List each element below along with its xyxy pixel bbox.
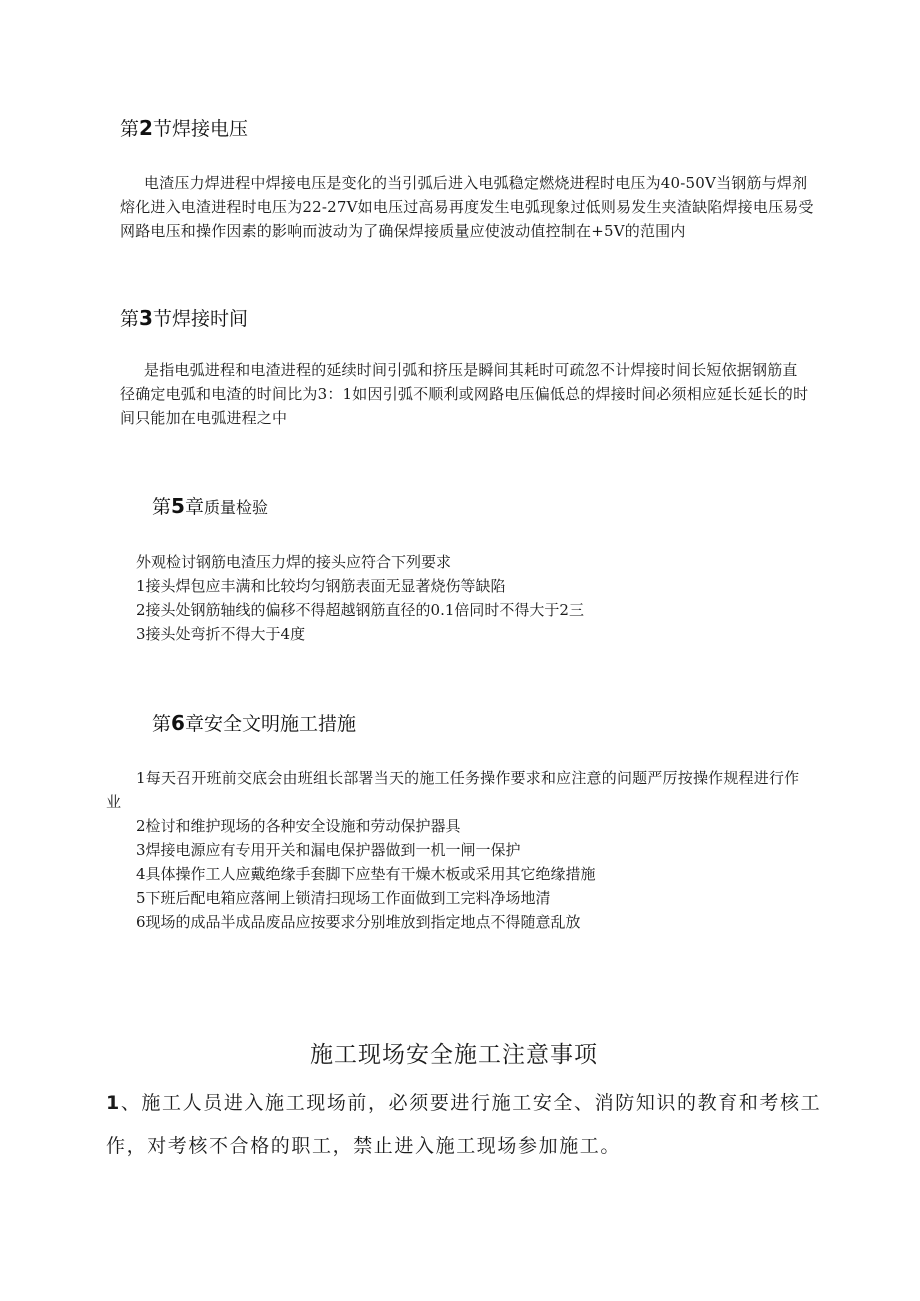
section-2-line-2: 熔化进入电渣进程时电压为22-27V如电压过高易再度发生电弧现象过低则易发生夹渣缺陷焊接电压易受 — [120, 198, 814, 216]
chapter-6-item-1-line-2: 业 — [106, 793, 122, 811]
chapter-5-line-1: 外观检讨钢筋电渣压力焊的接头应符合下列要求 — [136, 553, 452, 571]
heading-number: 5 — [171, 494, 185, 518]
chapter-5-line-4: 3接头处弯折不得大于4度 — [136, 625, 306, 643]
chapter-5-heading — [152, 492, 268, 519]
chapter-6-item-4: 4具体操作工人应戴绝缘手套脚下应垫有干燥木板或采用其它绝缘措施 — [136, 865, 596, 883]
notice-item-1-line-2: 作，对考核不合格的职工，禁止进入施工现场参加施工。 — [106, 1135, 622, 1157]
section-2-line-3: 网路电压和操作因素的影响而波动为了确保焊接质量应使波动值控制在+5V的范围内 — [120, 222, 686, 240]
chapter-6-item-2: 2检讨和维护现场的各种安全设施和劳动保护器具 — [136, 817, 461, 835]
heading-text: 章安全文明施工措施 — [184, 713, 356, 735]
section-2-heading — [120, 114, 248, 141]
chapter-6-item-5: 5下班后配电箱应落闸上锁清扫现场工作面做到工完料净场地清 — [136, 889, 551, 907]
notice-item-number: 1 — [106, 1092, 121, 1114]
heading-number: 2 — [139, 116, 153, 140]
heading-number: 6 — [171, 711, 185, 735]
chapter-6-item-1-line-1: 1每天召开班前交底会由班组长部署当天的施工任务操作要求和应注意的问题严厉按操作规程进行作 — [136, 769, 800, 787]
chapter-6-heading — [152, 709, 356, 736]
heading-prefix: 第 — [152, 496, 172, 518]
section-3-line-1: 是指电弧进程和电渣进程的延续时间引弧和挤压是瞬间其耗时可疏忽不计焊接时间长短依据钢筋直 — [144, 361, 798, 379]
notice-item-text: 、施工人员进入施工现场前，必须要进行施工安全、消防知识的教育和考核工 — [120, 1092, 822, 1114]
heading-number: 3 — [139, 306, 153, 330]
chapter-5-line-2: 1接头焊包应丰满和比较均匀钢筋表面无显著烧伤等缺陷 — [136, 577, 506, 595]
heading-text: 节焊接时间 — [152, 308, 248, 330]
section-2-line-1: 电渣压力焊进程中焊接电压是变化的当引弧后进入电弧稳定燃烧进程时电压为40-50V当钢筋与焊剂 — [144, 174, 808, 192]
section-3-line-2: 径确定电弧和电渣的时间比为3：1如因引弧不顺利或网路电压偏低总的焊接时间必须相应延长延长的时 — [120, 385, 809, 403]
heading-prefix: 第 — [152, 713, 172, 735]
chapter-6-item-3: 3焊接电源应有专用开关和漏电保护器做到一机一闸一保护 — [136, 841, 521, 859]
chapter-5-line-3: 2接头处钢筋轴线的偏移不得超越钢筋直径的0.1倍同时不得大于2三 — [136, 601, 584, 619]
heading-text: 章 — [184, 496, 204, 518]
section-3-heading — [120, 304, 248, 331]
heading-text: 节焊接电压 — [152, 118, 248, 140]
notice-item-1-line-1 — [106, 1088, 821, 1115]
notice-title: 施工现场安全施工注意事项 — [310, 1042, 598, 1068]
heading-subtext: 质量检验 — [203, 498, 268, 517]
heading-prefix: 第 — [120, 118, 140, 140]
section-3-line-3: 间只能加在电弧进程之中 — [120, 409, 288, 427]
chapter-6-item-6: 6现场的成品半成品废品应按要求分别堆放到指定地点不得随意乱放 — [136, 913, 581, 931]
heading-prefix: 第 — [120, 308, 140, 330]
